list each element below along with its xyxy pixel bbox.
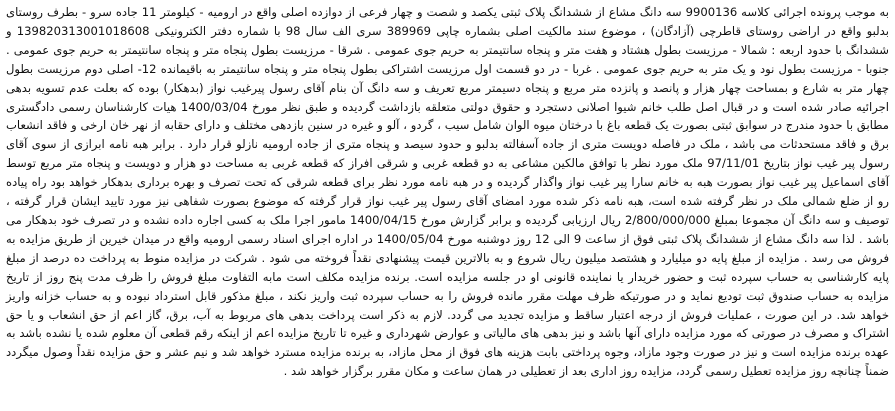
auction-notice-text: به موجب پرونده اجرائی کلاسه 9900136 سه دانگ مشاع از ششدانگ پلاک ثبتی یکصد و شصت و چهار فرعی از دوازده اصلی واقع در ارومیه - کیلومتر 11 جاده سرو - بطرف روستای بدلبو واقع در اراضی روستای قاطرچی (آزادگان) ، موضوع سند مالکیت اصلی بشماره چاپی 389969 سری الف سال 98 با شماره دفتر الکترونیکی 139820313001018608 و ششدانگ با حدود اربعه : شمالا - مرزیست بطول هشتاد و هفت متر و پنجاه سانتیمتر به حریم جوی عمومی . شرقا - مرزیست بطول پنجاه متر و پنجاه سانتیمتر به حریم جوی عمومی . جنوبا - مرزیست بطول نود و یک متر به حریم جوی عمومی . غربا - در دو قسمت اول مرزیست اشتراکی بطول پنجاه متر و پنجاه سانتیمتر به باقیمانده 12- اصلی دوم مرزیست بطول چهار متر به شارع و بمساحت چهار هزار و پانصد و پانزده متر مربع و پنجاه دسیمتر مربع تعریف و سه دانگ آن بنام آقای رسول پیرغیب نواز (بدهکار) بوده که بعلت عدم تسویه بدهی اجرائیه صادر شده است و در قبال اصل طلب خانم شیوا اصلانی دستجرد و حقوق دولتی متعلقه بازداشت گردیده و طبق نظر مورخ 1400/03/04 هیات کارشناسان رسمی دادگستری مطابق با حدود مندرج در سوابق ثبتی بصورت یک قطعه باغ با درختان میوه الوان شامل سیب ، گردو ، آلو و غیره در سنین بازدهی مختلف و دارای حقابه از نهر خان ارخی و فاقد انشعاب برق و فاقد مستحدثات می باشد ، ملک در فاصله دویست متری از جاده آسفالته بدلبو و حدود سیصد و پنجاه متری از جاده ارومیه نازلو قرار دارد . برابر هبه نامه ابرازی از سوی آقای رسول پیر غیب نواز بتاریخ 97/11/01 ملک مورد نظر با توافق مالکین مشاعی به دو قطعه غربی و شرقی افراز که قطعه غربی به مساحت دو هزار و دویست و پنجاه متر مربع توسط آقای اسماعیل پیر غیب نواز بصورت هبه به خانم سارا پیر غیب نواز واگذار گردیده و در هبه نامه مورد نظر برای قطعه شرقی که تحت تصرف و بهره برداری بدهکار خواهد بود راه پیاده رو از ضلع شمالی ملک در نظر گرفته شده است، هبه نامه ذکر شده مورد امضای آقای رسول پیر غیب نواز قرار گرفته که موضوع بصورت شفاهی نیز مورد تایید ایشان قرار گرفته ، توصیف و سه دانگ آن مجموعا بمبلغ 2/800/000/000 ریال ارزیابی گردیده و برابر گزارش مورخ 1400/04/15 مامور اجرا ملک به کسی اجاره داده نشده و در تصرف خود بدهکار می باشد . لذا سه دانگ مشاع از ششدانگ پلاک ثبتی فوق از ساعت 9 الی 12 روز دوشنبه مورخ 1400/05/04 در اداره اجرای اسناد رسمی ارومیه واقع در میدان خیرین از طریق مزایده به فروش می رسد . مزایده از مبلغ پایه دو میلیارد و هشتصد میلیون ریال شروع و به بالاترین قیمت پیشنهادی نقداً فروخته می شود . شرکت در مزایده منوط به پرداخت ده درصد از مبلغ پایه کارشناسی به حساب سپرده ثبت و حضور خریدار یا نماینده قانونی او در جلسه مزایده است. برنده مزایده مکلف است مابه التفاوت مبلغ فروش را ظرف مدت پنج روز از تاریخ مزایده به حساب صندوق ثبت تودیع نماید و در صورتیکه ظرف مهلت مقرر مانده فروش را به حساب سپرده ثبت واریز نکند ، مبلغ مذکور قابل استرداد نبوده و به حساب خزانه واریز خواهد شد. در این صورت ، عملیات فروش از درجه اعتبار ساقط و مزایده تجدید می گردد. لازم به ذکر است پرداخت بدهی های مربوط به آب، برق، گاز اعم از حق انشعاب و یا حق اشتراک و مصرف در صورتی که مورد مزایده دارای آنها باشد و نیز بدهی های مالیاتی و عوارض شهرداری و غیره تا تاریخ مزایده اعم از اینکه رقم قطعی آن معلوم شده یا نشده باشد به عهده برنده مزایده است و نیز در صورت وجود مازاد، وجوه پرداختی بابت هزینه های فوق از محل مازاد، به برنده مزایده مسترد خواهد شد و نیم عشر و حق مزایده نقداً وصول میگردد ضمناً چنانچه روز مزایده تعطیل رسمی گردد، مزایده روز اداری بعد از تعطیلی در همان ساعت و مکان مقرر برگزار خواهد شد . bbox=[6, 5, 890, 379]
